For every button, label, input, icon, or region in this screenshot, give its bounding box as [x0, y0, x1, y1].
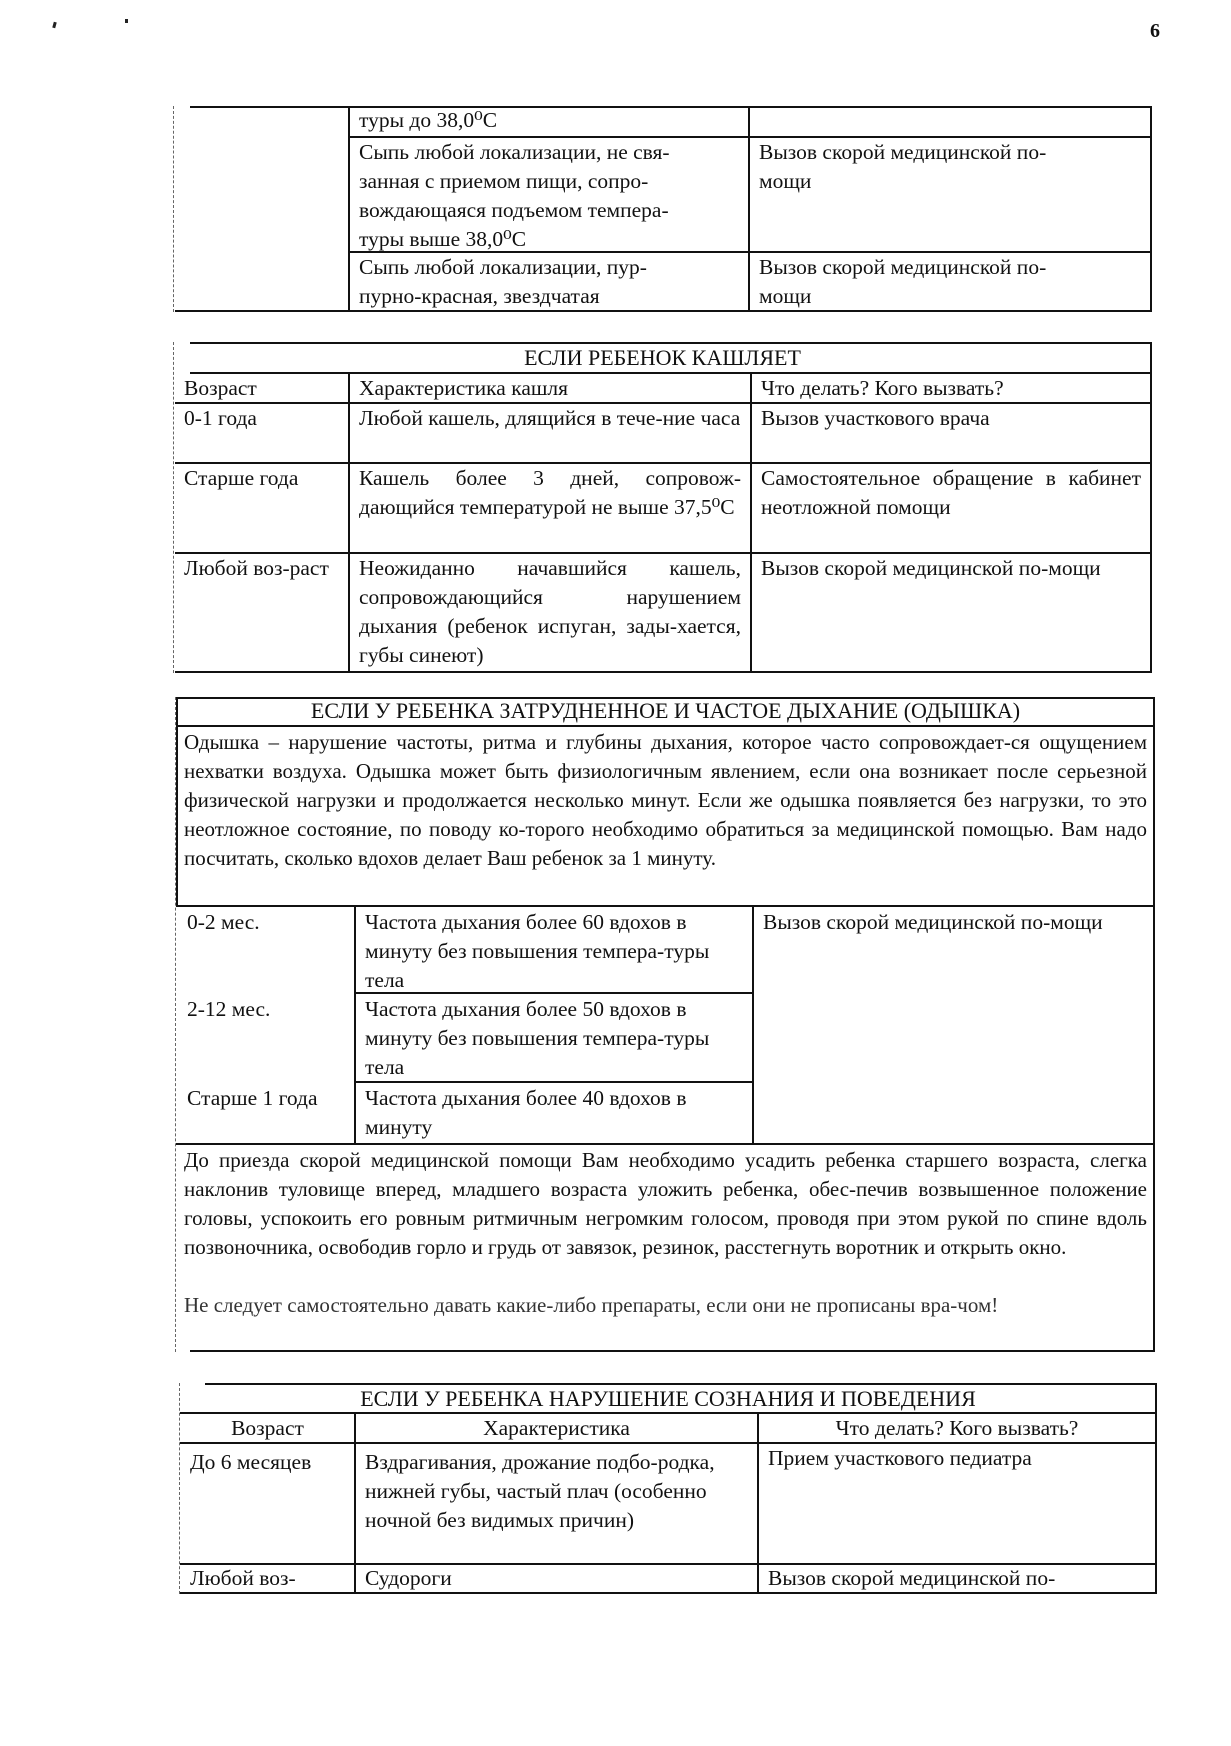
age-cell: Любой воз-раст: [184, 556, 329, 580]
action-cell: Вызов скорой медицинской по-: [768, 1566, 1056, 1590]
warning-text: Не следует самостоятельно давать какие-либо препараты, если они не прописаны вра-чом!: [184, 1293, 999, 1317]
cell-line: Вызов скорой медицинской по-: [759, 255, 1047, 279]
column-header: Что делать? Кого вызвать?: [835, 1416, 1079, 1440]
characteristic-cell: Вздрагивания, дрожание подбо-родка, нижней губы, частый плач (особенно ночной без видимых причин): [365, 1450, 715, 1532]
age-cell: Любой воз-: [190, 1566, 296, 1590]
table-cell: [750, 253, 1150, 311]
action-cell: Самостоятельное обращение в кабинет неотложной помощи: [761, 466, 1141, 519]
characteristic-cell: Частота дыхания более 50 вдохов в минуту без повышения темпера-туры тела: [365, 997, 710, 1079]
cell-line: Сыпь любой локализации, пур-: [359, 255, 647, 279]
intro-text: Одышка – нарушение частоты, ритма и глубины дыхания, которое часто сопровождает-ся ощущением нехватки воздуха. Одышка может быть физиологичным явлением, если она возникает после серьезной физической нагрузки и продолжается несколько минут. Если же одышка появляется без нагрузки, то это неотложное состояние, по поводу ко-торого необходимо обратиться за медицинской помощью. Вам надо посчитать, сколько вдохов делает Ваш ребенок за 1 минуту.: [184, 730, 1147, 870]
cell-line: Вызов скорой медицинской по-: [759, 140, 1047, 164]
cell-line: мощи: [759, 169, 812, 193]
characteristic-cell: Кашель более 3 дней, сопровож-дающийся температурой не выше 37,5⁰С: [359, 466, 741, 519]
table-cell: [350, 138, 748, 254]
table-cell: [350, 106, 748, 135]
advice-text: До приезда скорой медицинской помощи Вам необходимо усадить ребенка старшего возраста, слегка наклонив туловище вперед, младшего возраста уложить ребенка, обес-печив возвышенное положение головы, успокоить его ровным ритмичным негромким голосом, проводя при этом рукой по спине вдоль позвоночника, освободив горло и грудь от завязок, резинок, расстегнуть воротник и открыть окно.: [184, 1148, 1147, 1259]
age-cell: Старше 1 года: [187, 1086, 318, 1110]
characteristic-cell: Неожиданно начавшийся кашель, сопровождающийся нарушением дыхания (ребенок испуган, зады-хается, губы синеют): [359, 556, 741, 667]
cell-line: пурно-красная, звездчатая: [359, 284, 600, 308]
column-header: Характеристика: [483, 1416, 630, 1440]
action-cell: Вызов участкового врача: [761, 406, 990, 430]
characteristic-cell: Частота дыхания более 40 вдохов в минуту: [365, 1086, 687, 1139]
scan-speck: [125, 19, 128, 23]
age-cell: До 6 месяцев: [190, 1450, 312, 1474]
cell-line: занная с приемом пищи, сопро-: [359, 169, 649, 193]
table-title: ЕСЛИ У РЕБЕНКА НАРУШЕНИЕ СОЗНАНИЯ И ПОВЕДЕНИЯ: [360, 1386, 976, 1411]
action-cell: Вызов скорой медицинской по-мощи: [761, 556, 1101, 580]
table-title: ЕСЛИ У РЕБЕНКА ЗАТРУДНЕННОЕ И ЧАСТОЕ ДЫХАНИЕ (ОДЫШКА): [310, 698, 1021, 723]
age-cell: 0-2 мес.: [187, 910, 260, 934]
cell-line: вождающаяся подъемом темпера-: [359, 198, 669, 222]
column-header: Возраст: [184, 376, 257, 400]
scan-speck: [52, 22, 56, 29]
action-cell: Вызов скорой медицинской по-мощи: [763, 910, 1103, 934]
characteristic-cell: Частота дыхания более 60 вдохов в минуту без повышения темпера-туры тела: [365, 910, 710, 992]
age-cell: Старше года: [184, 466, 299, 490]
action-cell: Прием участкового педиатра: [768, 1446, 1032, 1470]
age-cell: 0-1 года: [184, 406, 257, 430]
age-cell: 2-12 мес.: [187, 997, 271, 1021]
column-header: Что делать? Кого вызвать?: [761, 376, 1004, 400]
cell-line: мощи: [759, 284, 812, 308]
cell-line: Сыпь любой локализации, не свя-: [359, 140, 670, 164]
page-number: 6: [1150, 20, 1160, 42]
column-header: Характеристика кашля: [359, 376, 569, 400]
column-header: Возраст: [231, 1416, 304, 1440]
table-cell: [750, 138, 1150, 196]
characteristic-cell: Любой кашель, длящийся в тече-ние часа: [359, 406, 741, 430]
cell-line: туры до 38,0⁰С: [359, 108, 498, 132]
cell-line: туры выше 38,0⁰С: [359, 227, 527, 251]
table-title: ЕСЛИ РЕБЕНОК КАШЛЯЕТ: [524, 345, 801, 370]
table-cell: [350, 253, 748, 311]
characteristic-cell: Судороги: [365, 1566, 452, 1590]
